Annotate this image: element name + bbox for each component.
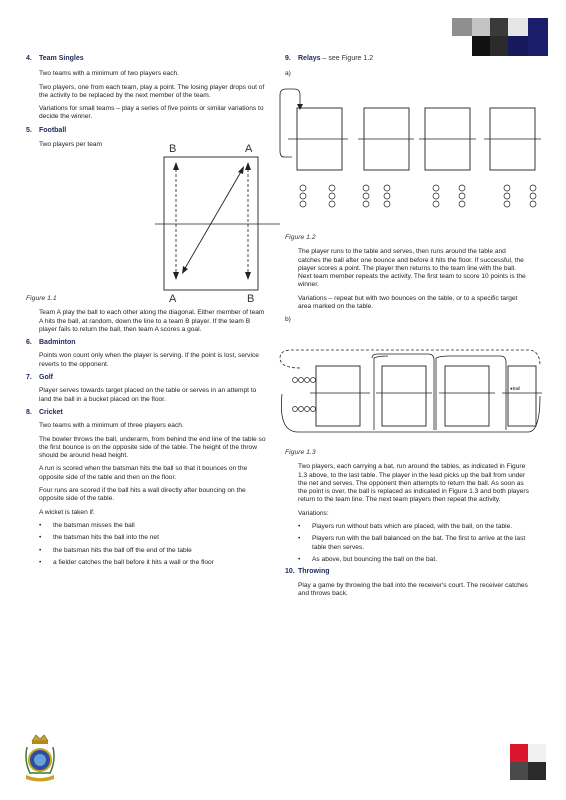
figure-1-3-caption: Figure 1.3 <box>285 449 316 456</box>
relays-p2: Variations – repeat but with two bounces on the table, or to a specific target area marked on the table. <box>298 294 518 311</box>
fig-label-top-left: B <box>169 143 177 155</box>
football-p1: Two players per team <box>39 141 103 149</box>
figure-1-3-diagram <box>278 346 550 446</box>
team-singles-p3: Variations for small teams – play a series of five points or similar variations to decide the winner. <box>39 105 264 121</box>
throwing-p1: Play a game by throwing the ball into the receiver's court. The receiver catches and throws back. <box>298 581 528 597</box>
team-singles-p1: Two teams with a minimum of two players each. <box>39 70 179 78</box>
fig-label-bottom-left: A <box>169 293 177 305</box>
relays-bullet: • Players run with the ball balanced on the bat. The first to arrive at the last table then serves. <box>298 535 530 552</box>
relays-p4: Variations: <box>298 509 329 517</box>
right-column-top <box>285 55 530 79</box>
cricket-p2: The bowler throws the ball, underarm, from behind the end line of the table so the first bounce is on the opposite side of the table. The height of the throw should be around head height. <box>39 435 266 460</box>
cricket-bullet: • the batsman hits the ball off the end of the table <box>39 547 266 555</box>
cricket-p4: Four runs are scored if the ball hits a wall directly after bouncing on the opposite side of the table. <box>39 487 246 503</box>
section-football-heading: 5. Football <box>26 126 67 134</box>
fig-label-bottom-right: B <box>247 293 255 305</box>
section-relays-heading: 9. Relays – see Figure 1.2 <box>285 55 374 62</box>
table-court-drawing <box>150 140 280 310</box>
figure-a-label: a) <box>285 70 291 78</box>
right-column-lower <box>285 449 530 603</box>
relays-p3: Two players, each carrying a bat, run around the tables, as indicated in Figure 1.3 above, to the last table. The player in the lead picks up the ball from under the net and serves. The opponent then attempts to return the ball. As soon as the point is over, the ball is replaced as indicated in Figure 1.3 and both players return to the team line. The next team players then repeat the activity. <box>298 463 529 504</box>
cricket-bullet: • the batsman hits the ball into the net <box>39 534 266 542</box>
golf-p1: Player serves towards target placed on the table or serves in an attempt to land the ball in a bucket placed on the floor. <box>39 387 257 403</box>
badminton-p1: Points won count only when the player is serving. If the point is lost, service reverts to the opponent. <box>39 352 259 368</box>
football-p2: Team A play the ball to each other along the diagonal. Either member of team A hits the ball, at random, down the line to a team B player. If the team B player fails to return the ball, then team A scores a goal. <box>39 309 265 333</box>
section-golf-heading: 7. Golf <box>26 374 53 382</box>
cricket-p1: Two teams with a minimum of three players each. <box>39 422 184 430</box>
relays-bullet: • Players run without bats which are placed, with the ball, on the table. <box>298 523 530 531</box>
figure-1-1-caption: Figure 1.1 <box>26 295 57 302</box>
figure-b-label: b) <box>285 316 291 324</box>
ball-label: ●Ball <box>510 386 521 391</box>
figure-1-2-diagram <box>278 85 548 225</box>
section-cricket-heading: 8. Cricket <box>26 408 63 416</box>
cricket-bullet: • the batsman misses the ball <box>39 522 266 530</box>
left-column-lower <box>26 295 266 571</box>
cricket-bullet: • a fielder catches the ball before it hits a wall or the floor <box>39 559 266 567</box>
crest-emblem-icon <box>22 733 58 783</box>
cricket-p3: A run is scored when the batsman hits the ball so that it bounces on the opposite side of the table and then on the floor. <box>39 465 248 481</box>
relays-bullet: • As above, but bouncing the ball on the bat. <box>298 556 530 564</box>
fig-label-top-right: A <box>245 143 253 155</box>
section-badminton-heading: 6. Badminton <box>26 339 76 347</box>
section-throwing-heading: 10. Throwing <box>285 568 330 576</box>
relays-p1: The player runs to the table and serves, then runs around the table and catches the ball after one bounce and before it hits the floor. If successful, the player scores a point. The player then returns to the team line with the ball. Next team member repeats the activity. The first team to score 10 points is the winner. <box>298 248 526 289</box>
cricket-p5: A wicket is taken if: <box>39 508 95 516</box>
section-team-singles-heading: 4. Team Singles <box>26 55 84 62</box>
team-singles-p2: Two players, one from each team, play a point. The losing player drops out of the activity to be replaced by the next member of the team. <box>39 83 265 99</box>
figure-1-2-caption: Figure 1.2 <box>285 234 316 241</box>
right-column-mid <box>285 234 530 325</box>
figure-1-1-diagram <box>150 140 280 310</box>
